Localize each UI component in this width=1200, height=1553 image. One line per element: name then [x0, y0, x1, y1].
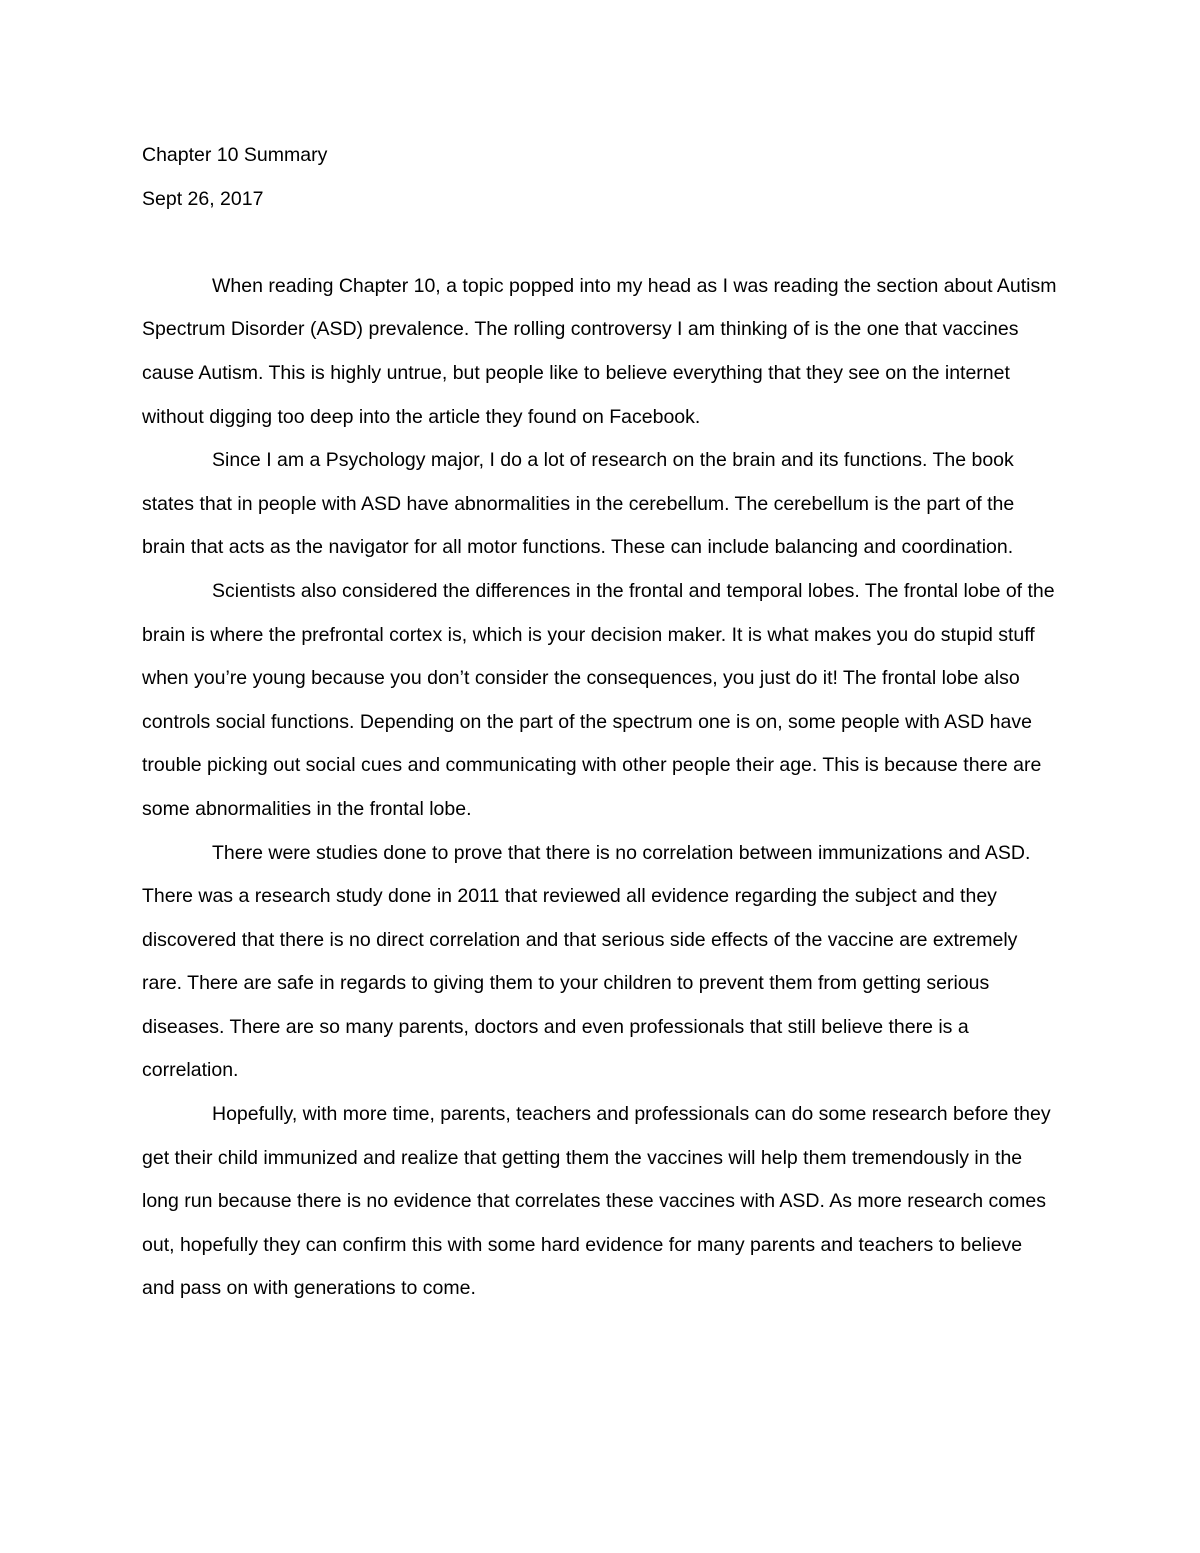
paragraph-5: Hopefully, with more time, parents, teachers and professionals can do some research before they get their child immunized and realize that getting them the vaccines will help them tremendously in the long run because there is no evidence that correlates these vaccines with ASD. As more research comes out, hopefully they can confirm this with some hard evidence for many parents and teachers to believe and pass on with generations to come. — [142, 1103, 1051, 1300]
document-title: Chapter 10 Summary — [142, 144, 328, 166]
paragraph-1: When reading Chapter 10, a topic popped into my head as I was reading the section about Autism Spectrum Disorder (ASD) prevalence. The rolling controversy I am thinking of is the one that vaccines cause Autism. This is highly untrue, but people like to believe everything that they see on the internet without digging too deep into the article they found on Facebook. — [142, 274, 1057, 428]
paragraph-3: Scientists also considered the differences in the frontal and temporal lobes. The frontal lobe of the brain is where the prefrontal cortex is, which is your decision maker. It is what makes you do stupid stuff when you’re young because you don’t consider the consequences, you just do it! The frontal lobe also controls social functions. Depending on the part of the spectrum one is on, some people with ASD have trouble picking out social cues and communicating with other people their age. This is because there are some abnormalities in the frontal lobe. — [142, 579, 1055, 820]
blank-line — [142, 221, 1060, 265]
paragraph-4: There were studies done to prove that there is no correlation between immunizations and ASD. There was a research study done in 2011 that reviewed all evidence regarding the subject and they discovered that there is no direct correlation and that serious side effects of the vaccine are extremely rare. There are safe in regards to giving them to your children to prevent them from getting serious diseases. There are so many parents, doctors and even professionals that still believe there is a correlation. — [142, 841, 1031, 1082]
document-body — [142, 134, 1060, 1311]
paragraph-2: Since I am a Psychology major, I do a lot of research on the brain and its functions. The book states that in people with ASD have abnormalities in the cerebellum. The cerebellum is the part of the brain that acts as the navigator for all motor functions. These can include balancing and coordination. — [142, 449, 1015, 559]
document-date: Sept 26, 2017 — [142, 187, 264, 210]
